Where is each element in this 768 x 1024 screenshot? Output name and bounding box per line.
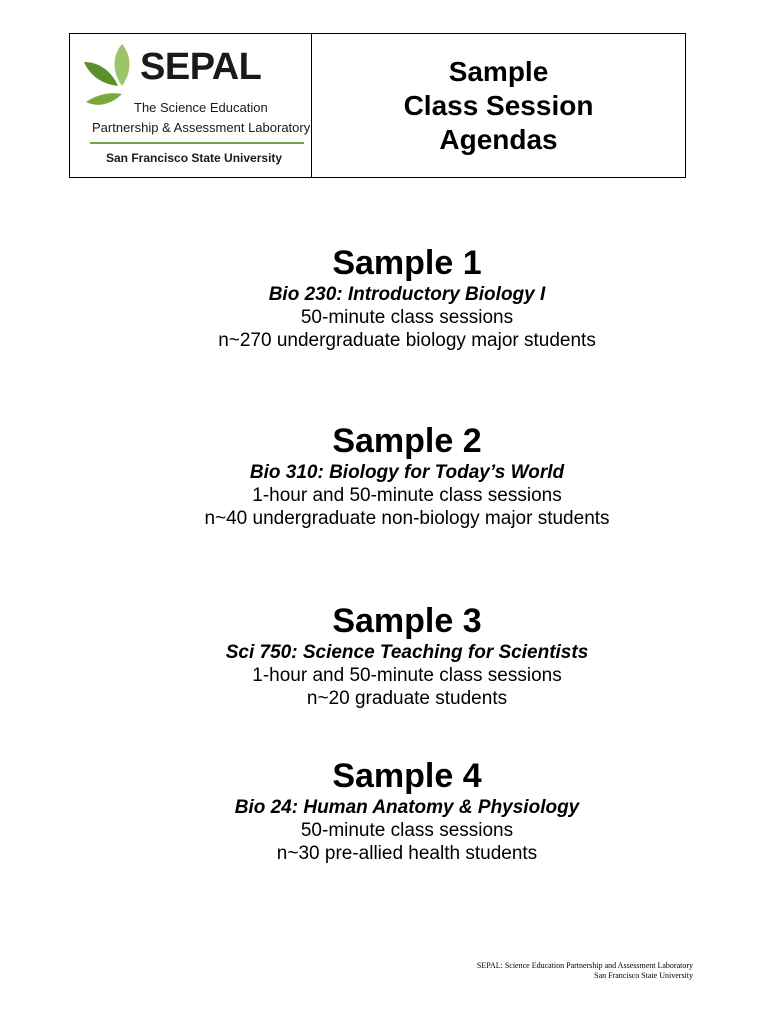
page-footer (477, 961, 693, 981)
title-line-2: Class Session (403, 89, 594, 121)
header-box (69, 33, 686, 178)
sample-heading: Sample 2 (332, 422, 482, 460)
sample-course: Sci 750: Science Teaching for Scientists (225, 642, 589, 663)
sample-students: n~40 undergraduate non-biology major students (204, 508, 610, 529)
sample-block-4 (23, 756, 768, 865)
sample-session: 1-hour and 50-minute class sessions (252, 665, 562, 686)
title-line-1: Sample (448, 55, 549, 87)
sample-block-1 (23, 243, 768, 352)
sample-heading: Sample 1 (332, 244, 482, 282)
sample-heading: Sample 3 (332, 602, 482, 640)
sample-course: Bio 230: Introductory Biology I (268, 284, 546, 305)
logo-tagline-2: Partnership & Assessment Laboratory (92, 120, 311, 135)
leaf-icon (82, 42, 142, 114)
logo-university: San Francisco State University (106, 151, 283, 165)
sample-session: 50-minute class sessions (300, 307, 514, 328)
footer-line-1: SEPAL: Science Education Partnership and Assessment Laboratory (476, 961, 693, 970)
sepal-logo (70, 34, 311, 177)
sample-students: n~30 pre-allied health students (276, 843, 538, 864)
sample-course: Bio 24: Human Anatomy & Physiology (234, 797, 580, 818)
sample-session: 50-minute class sessions (300, 820, 514, 841)
logo-tagline-1: The Science Education (134, 100, 268, 115)
sample-heading: Sample 4 (332, 757, 482, 795)
sample-course: Bio 310: Biology for Today’s World (249, 462, 565, 483)
page-title (312, 34, 685, 177)
sample-session: 1-hour and 50-minute class sessions (252, 485, 562, 506)
logo-wordmark: SEPAL (140, 46, 262, 88)
footer-line-2: San Francisco State University (594, 971, 693, 980)
title-line-3: Agendas (439, 123, 558, 155)
sample-block-2 (23, 421, 768, 530)
sample-students: n~270 undergraduate biology major students (218, 330, 596, 351)
logo-divider (90, 142, 304, 144)
sample-block-3 (23, 601, 768, 710)
sample-students: n~20 graduate students (306, 688, 508, 709)
